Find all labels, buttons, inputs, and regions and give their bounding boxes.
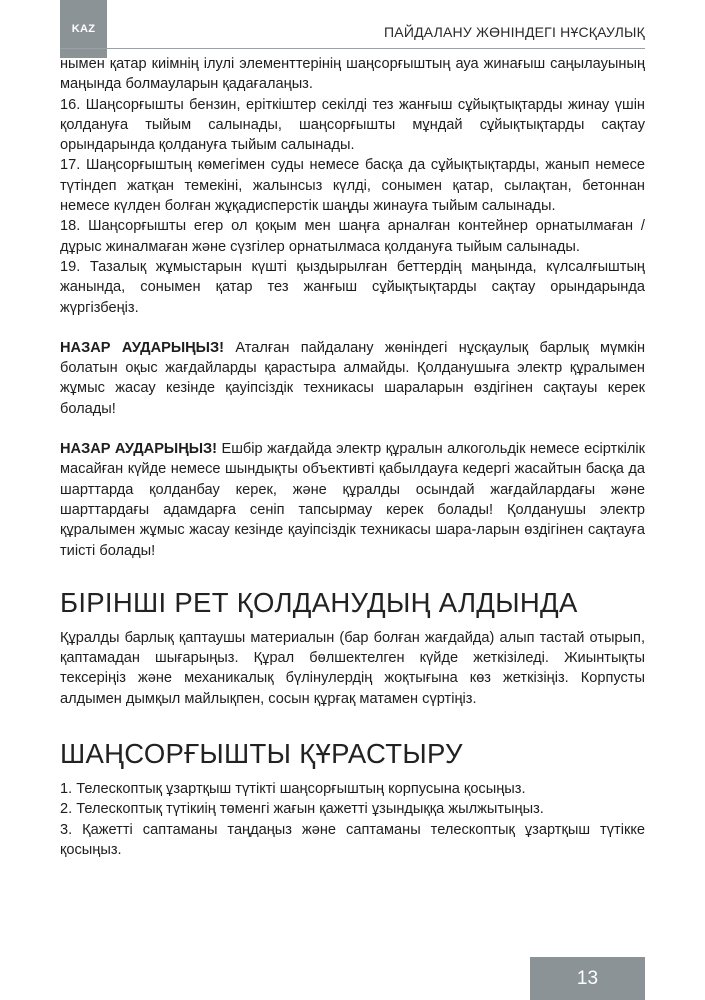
warning-paragraph-2	[60, 439, 645, 561]
header-divider	[60, 48, 645, 49]
assembly-step-2: 2. Телескоптық түтікиің төменгі жағын қажетті ұзындыққа жылжытыңыз.	[60, 801, 544, 818]
warning-text: Аталған пайдалану жөніндегі нұсқаулық барлық мүмкін болатын оқыс жағдайларды қарастыра алмайды. Қолданушыға электр құралымен жұмыс жасау кезінде қауіпсіздік техникасы шараларын өздігінен сақтауы керек болады!	[60, 339, 646, 417]
safety-item-17: 17. Шаңсорғыштың көмегімен суды немесе басқа да сұйықтықтарды, жанып немесе түтіндеп жатқан темекіні, жалынсыз күлді, сонымен қатар, сылақтан, бетоннан немесе күлден болған жұқадисперстік шаңды жинауға тыйым салынады.	[60, 157, 645, 215]
warning-label: НАЗАР АУДАРЫҢЫЗ!	[60, 339, 224, 356]
safety-item-19: 19. Тазалық жұмыстарын күшті қыздырылған беттердің маңында, күлсалғыштың жанында, сонымен қатар тез жанғыш сұйықтықтарды сақтау орындарында жүргізбеңіз.	[60, 258, 645, 316]
section-heading-assembly: ШАҢСОРҒЫШТЫ ҚҰРАСТЫРУ	[60, 738, 463, 770]
warning-label: НАЗАР АУДАРЫҢЫЗ!	[60, 441, 218, 458]
warning-text: Ешбір жағдайда электр құралын алкогольдік немесе есірткілік масайған күйде немесе шындықты объективті қабылдауға кедергі жасайтын басқа да шарттарда қолданбау керек, және құралды осындай жағдайлардағы және шарттардағы адамдарға сеніп тапсырмау керек болады! Қолданушы электр құралымен жұмыс жасау кезінде қауіпсіздік техникасы шара-ларын өздігінен сақтауға тиісті болады!	[60, 441, 645, 559]
page-number: 13	[530, 957, 645, 1000]
first-use-paragraph: Құралды барлық қаптаушы материалын (бар болған жағдайда) алып тастай отырып, қаптамадан шығарыңыз. Құрал бөлшектелген күйде жеткізіледі. Жиынтықты тексеріңіз және механикалық бүлінулердің жоқтығына көз жеткізіңіз. Корпусты алдымен дымқыл майлықпен, сосын құрғақ матамен сүртіңіз.	[60, 629, 645, 707]
document-title: ПАЙДАЛАНУ ЖӨНІНДЕГІ НҰСҚАУЛЫҚ	[384, 24, 645, 40]
safety-item-18: 18. Шаңсорғышты егер ол қоқым мен шаңға арналған контейнер орнатылмаған / дұрыс жиналмаған және сүзгілер орнатылмаса қолдануға тыйым салынады.	[60, 218, 645, 255]
page-content	[60, 54, 645, 860]
section-heading-first-use: БІРІНШІ РЕТ ҚОЛДАНУДЫҢ АЛДЫНДА	[60, 586, 578, 618]
language-tab: KAZ	[60, 0, 107, 58]
safety-item-continued: нымен қатар киімнің ілулі элементтерінің шаңсорғыштың ауа жинағыш саңылауының маңында болмауларын қадағалаңыз.	[60, 56, 645, 93]
safety-item-16: 16. Шаңсорғышты бензин, еріткіштер секілді тез жанғыш сұйықтықтарды жинау үшін қолдануға тыйым салынады, шаңсорғышты мұндай сұйықтықтарды сақтау орындарында қолдануға тыйым салынады.	[60, 96, 645, 154]
assembly-step-3: 3. Қажетті саптаманы таңдаңыз және саптаманы телескоптық ұзартқыш түтікке қосыңыз.	[60, 821, 645, 858]
warning-paragraph-1	[60, 338, 645, 419]
assembly-step-1: 1. Телескоптық ұзартқыш түтікті шаңсорғыштың корпусына қосыңыз.	[60, 781, 526, 798]
